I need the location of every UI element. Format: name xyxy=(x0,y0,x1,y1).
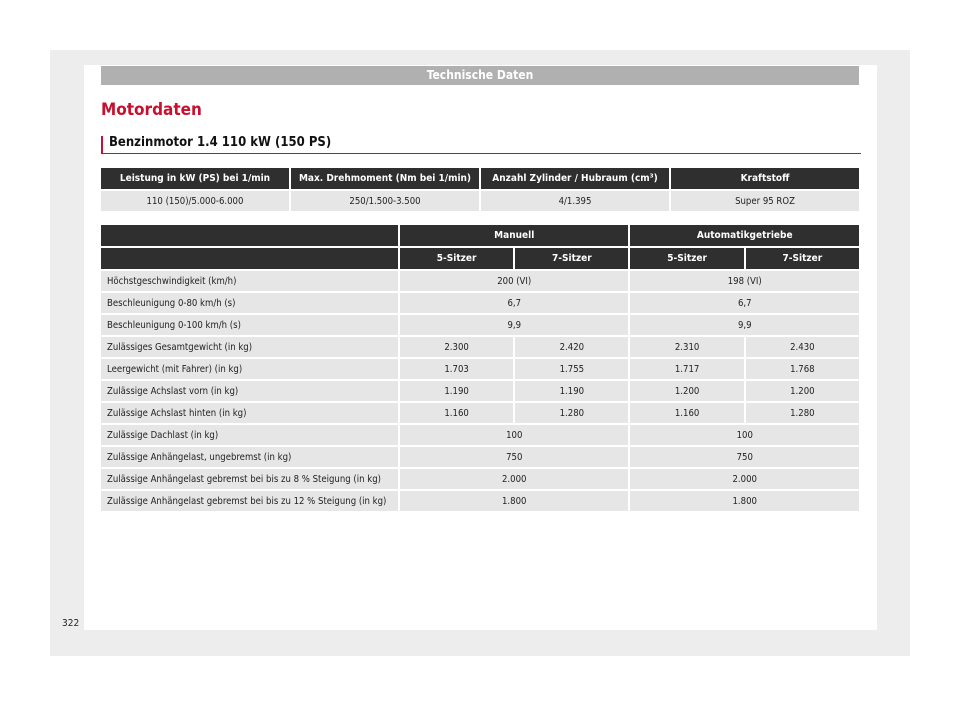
table-cell: 1.160 xyxy=(630,403,743,423)
table-cell: 750 xyxy=(630,447,859,467)
column-header: Kraftstoff xyxy=(671,168,859,189)
row-label: Zulässige Achslast hinten (in kg) xyxy=(101,403,398,423)
table-cell: 1.717 xyxy=(630,359,743,379)
table-cell: 9,9 xyxy=(400,315,629,335)
performance-table xyxy=(99,223,861,513)
column-header: Anzahl Zylinder / Hubraum (cm³) xyxy=(481,168,669,189)
table-row xyxy=(101,491,859,511)
table-cell: 2.000 xyxy=(400,469,629,489)
row-label: Beschleunigung 0-100 km/h (s) xyxy=(101,315,398,335)
row-label: Zulässiges Gesamtgewicht (in kg) xyxy=(101,337,398,357)
table-cell: 2.420 xyxy=(515,337,628,357)
row-label: Zulässige Anhängelast gebremst bei bis zu 12 % Steigung (in kg) xyxy=(101,491,398,511)
table-cell: 250/1.500-3.500 xyxy=(291,191,479,211)
table-row xyxy=(101,425,859,445)
table-cell: 2.300 xyxy=(400,337,513,357)
table-cell: 1.200 xyxy=(630,381,743,401)
table-row xyxy=(101,381,859,401)
page-number: 322 xyxy=(62,618,80,629)
table-row xyxy=(101,469,859,489)
table-cell: 100 xyxy=(400,425,629,445)
table-row xyxy=(101,447,859,467)
chapter-header: Technische Daten xyxy=(101,66,859,85)
row-label: Zulässige Dachlast (in kg) xyxy=(101,425,398,445)
engine-data-table xyxy=(99,166,861,213)
table-row xyxy=(101,315,859,335)
table-cell: Super 95 ROZ xyxy=(671,191,859,211)
table-cell: 2.310 xyxy=(630,337,743,357)
table-cell: 198 (VI) xyxy=(630,271,859,291)
table-cell: 2.430 xyxy=(746,337,859,357)
row-label: Zulässige Achslast vorn (in kg) xyxy=(101,381,398,401)
row-label: Leergewicht (mit Fahrer) (in kg) xyxy=(101,359,398,379)
table-cell: 6,7 xyxy=(400,293,629,313)
row-label: Beschleunigung 0-80 km/h (s) xyxy=(101,293,398,313)
column-header: Max. Drehmoment (Nm bei 1/min) xyxy=(291,168,479,189)
table-cell: 750 xyxy=(400,447,629,467)
table-cell: 4/1.395 xyxy=(481,191,669,211)
table-row xyxy=(101,337,859,357)
table-cell: 1.280 xyxy=(515,403,628,423)
table-cell: 1.190 xyxy=(515,381,628,401)
table-row xyxy=(101,403,859,423)
column-header: Leistung in kW (PS) bei 1/min xyxy=(101,168,289,189)
row-label: Zulässige Anhängelast gebremst bei bis zu 8 % Steigung (in kg) xyxy=(101,469,398,489)
empty-header-cell xyxy=(101,248,398,269)
table-cell: 1.160 xyxy=(400,403,513,423)
table-cell: 1.768 xyxy=(746,359,859,379)
section-title: Motordaten xyxy=(101,100,202,120)
sub-header: 5-Sitzer xyxy=(630,248,743,269)
sub-header: 7-Sitzer xyxy=(746,248,859,269)
group-header-manuell: Manuell xyxy=(400,225,629,246)
table-cell: 1.190 xyxy=(400,381,513,401)
table-cell: 1.280 xyxy=(746,403,859,423)
table-cell: 1.755 xyxy=(515,359,628,379)
empty-header-cell xyxy=(101,225,398,246)
table-cell: 1.800 xyxy=(400,491,629,511)
table-row xyxy=(101,271,859,291)
sub-header: 5-Sitzer xyxy=(400,248,513,269)
subsection-heading xyxy=(101,136,861,154)
table-cell: 110 (150)/5.000-6.000 xyxy=(101,191,289,211)
table-row xyxy=(101,359,859,379)
table-cell: 100 xyxy=(630,425,859,445)
subsection-title: Benzinmotor 1.4 110 kW (150 PS) xyxy=(109,135,332,150)
group-header-automatik: Automatikgetriebe xyxy=(630,225,859,246)
table-cell: 1.703 xyxy=(400,359,513,379)
table-cell: 1.200 xyxy=(746,381,859,401)
row-label: Höchstgeschwindigkeit (km/h) xyxy=(101,271,398,291)
sub-header: 7-Sitzer xyxy=(515,248,628,269)
table-row xyxy=(101,191,859,211)
table-row xyxy=(101,293,859,313)
row-label: Zulässige Anhängelast, ungebremst (in kg) xyxy=(101,447,398,467)
table-cell: 9,9 xyxy=(630,315,859,335)
table-cell: 6,7 xyxy=(630,293,859,313)
table-cell: 1.800 xyxy=(630,491,859,511)
table-cell: 200 (VI) xyxy=(400,271,629,291)
table-cell: 2.000 xyxy=(630,469,859,489)
